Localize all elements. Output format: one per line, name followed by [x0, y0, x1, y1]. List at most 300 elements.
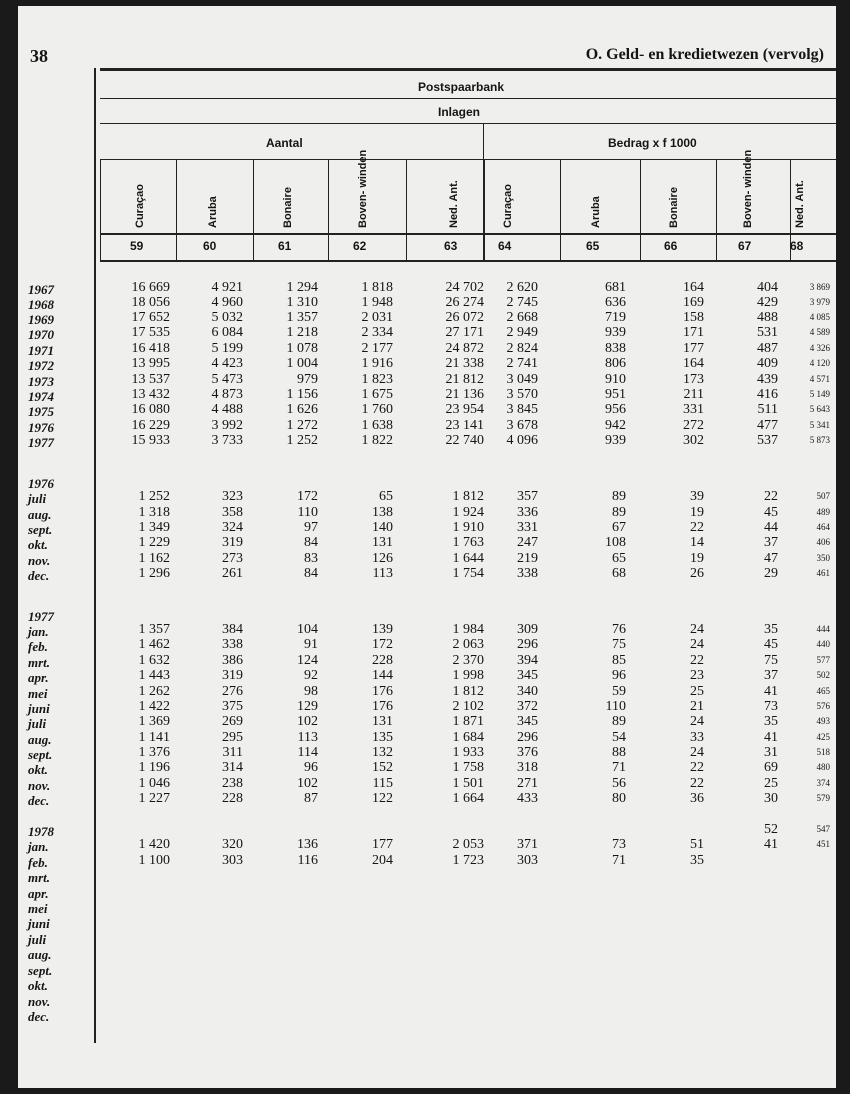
table-cell: 27 171 [445, 325, 484, 340]
table-cell: 4 488 [211, 402, 243, 417]
column-divider [253, 159, 254, 260]
table-cell: 116 [297, 853, 318, 868]
table-cell: 211 [683, 387, 704, 402]
row-label: dec. [28, 793, 50, 808]
table-cell: 1 675 [361, 387, 393, 402]
table-cell: 22 [690, 520, 704, 535]
table-cell: 1 924 [452, 505, 484, 520]
table-cell: 41 [764, 684, 778, 699]
table-cell: 489 [816, 507, 830, 517]
table-cell: 1 349 [138, 520, 170, 535]
table-cell: 80 [612, 791, 626, 806]
table-cell: 4 873 [211, 387, 243, 402]
table-cell: 13 537 [131, 372, 170, 387]
table-cell: 158 [683, 310, 704, 325]
column-number: 66 [664, 239, 678, 253]
table-cell: 1 948 [361, 295, 393, 310]
table-cell: 169 [683, 295, 704, 310]
table-cell: 45 [764, 637, 778, 652]
table-cell: 1 227 [138, 791, 170, 806]
table-cell: 23 [690, 668, 704, 683]
row-label: nov. [28, 778, 51, 793]
table-cell: 314 [222, 760, 243, 775]
row-label: dec. [28, 1009, 50, 1024]
table-cell: 276 [222, 684, 243, 699]
row-label: jan. [28, 624, 49, 639]
table-cell: 1 998 [452, 668, 484, 683]
table-cell: 338 [517, 566, 538, 581]
table-cell: 979 [297, 372, 318, 387]
table-cell: 2 370 [452, 653, 484, 668]
row-label: 1972 [28, 358, 54, 373]
table-cell: 37 [764, 668, 778, 683]
table-cell: 320 [222, 837, 243, 852]
table-cell: 340 [517, 684, 538, 699]
table-cell: 425 [816, 732, 830, 742]
table-cell: 24 [690, 622, 704, 637]
table-cell: 15 933 [131, 433, 170, 448]
column-number: 67 [738, 239, 752, 253]
table-cell: 1 141 [138, 730, 170, 745]
column-header: Ned. Ant. [448, 180, 460, 228]
table-cell: 140 [372, 520, 393, 535]
table-cell: 131 [372, 714, 393, 729]
table-cell: 6 084 [211, 325, 243, 340]
column-divider [560, 159, 561, 260]
table-cell: 384 [222, 622, 243, 637]
table-cell: 576 [816, 701, 830, 711]
table-cell: 331 [683, 402, 704, 417]
table-cell: 416 [757, 387, 778, 402]
table-cell: 942 [605, 418, 626, 433]
column-number: 62 [353, 239, 367, 253]
group-rule [100, 159, 836, 160]
table-cell: 25 [764, 776, 778, 791]
table-cell: 295 [222, 730, 243, 745]
row-label: apr. [28, 886, 49, 901]
table-cell: 1 644 [452, 551, 484, 566]
column-header: Boven- winden [357, 149, 369, 228]
table-cell: 1 218 [286, 325, 318, 340]
table-cell: 1 310 [286, 295, 318, 310]
table-cell: 164 [683, 356, 704, 371]
table-cell: 16 669 [131, 280, 170, 295]
table-cell: 23 141 [445, 418, 484, 433]
table-cell: 113 [372, 566, 393, 581]
table-cell: 1 004 [286, 356, 318, 371]
table-cell: 129 [297, 699, 318, 714]
column-divider [406, 159, 407, 260]
column-number: 64 [498, 239, 512, 253]
table-cell: 41 [764, 837, 778, 852]
table-cell: 579 [816, 793, 830, 803]
table-cell: 26 [690, 566, 704, 581]
table-cell: 219 [517, 551, 538, 566]
table-cell: 939 [605, 433, 626, 448]
table-cell: 83 [304, 551, 318, 566]
table-cell: 24 702 [445, 280, 484, 295]
table-cell: 41 [764, 730, 778, 745]
table-cell: 1 723 [452, 853, 484, 868]
table-cell: 2 102 [452, 699, 484, 714]
table-cell: 1 318 [138, 505, 170, 520]
table-cell: 39 [690, 489, 704, 504]
column-header: Ned. Ant. [794, 180, 806, 228]
row-label: apr. [28, 670, 49, 685]
table-cell: 2 053 [452, 837, 484, 852]
row-label: nov. [28, 994, 51, 1009]
table-cell: 345 [517, 668, 538, 683]
table-cell: 22 [764, 489, 778, 504]
table-cell: 24 [690, 714, 704, 729]
table-cell: 681 [605, 280, 626, 295]
table-cell: 1 376 [138, 745, 170, 760]
row-label: feb. [28, 855, 48, 870]
table-cell: 110 [605, 699, 626, 714]
table-cell: 477 [757, 418, 778, 433]
table-cell: 13 995 [131, 356, 170, 371]
section-title: O. Geld- en kredietwezen (vervolg) [585, 46, 824, 63]
table-cell: 336 [517, 505, 538, 520]
table-cell: 404 [757, 280, 778, 295]
table-cell: 465 [816, 686, 830, 696]
stub-divider [94, 68, 96, 1043]
column-header: Aruba [207, 196, 219, 228]
table-cell: 54 [612, 730, 626, 745]
table-cell: 386 [222, 653, 243, 668]
bank-rule [100, 98, 836, 99]
row-label: 1971 [28, 343, 54, 358]
table-cell: 1 760 [361, 402, 393, 417]
table-cell: 1 357 [138, 622, 170, 637]
row-label: feb. [28, 639, 48, 654]
table-cell: 89 [612, 714, 626, 729]
table-cell: 204 [372, 853, 393, 868]
row-label: 1976 [28, 420, 54, 435]
column-divider [100, 159, 101, 260]
table-cell: 26 072 [445, 310, 484, 325]
table-cell: 33 [690, 730, 704, 745]
table-cell: 18 056 [131, 295, 170, 310]
table-cell: 271 [517, 776, 538, 791]
table-cell: 29 [764, 566, 778, 581]
table-cell: 1 296 [138, 566, 170, 581]
row-label: dec. [28, 568, 50, 583]
table-cell: 444 [816, 624, 830, 634]
table-cell: 357 [517, 489, 538, 504]
table-cell: 25 [690, 684, 704, 699]
table-cell: 518 [816, 747, 830, 757]
table-cell: 92 [304, 668, 318, 683]
table-cell: 951 [605, 387, 626, 402]
table-cell: 97 [304, 520, 318, 535]
table-cell: 1 626 [286, 402, 318, 417]
table-cell: 3 678 [506, 418, 538, 433]
column-header: Curaçao [502, 183, 514, 228]
table-cell: 69 [764, 760, 778, 775]
table-cell: 124 [297, 653, 318, 668]
table-cell: 324 [222, 520, 243, 535]
table-cell: 261 [222, 566, 243, 581]
table-cell: 68 [612, 566, 626, 581]
table-cell: 24 [690, 637, 704, 652]
table-cell: 440 [816, 639, 830, 649]
table-cell: 910 [605, 372, 626, 387]
table-cell: 939 [605, 325, 626, 340]
row-label: nov. [28, 553, 51, 568]
table-cell: 173 [683, 372, 704, 387]
table-cell: 493 [816, 716, 830, 726]
table-cell: 1 100 [138, 853, 170, 868]
table-cell: 1 420 [138, 837, 170, 852]
column-number: 60 [203, 239, 217, 253]
column-divider [716, 159, 717, 260]
table-cell: 24 [690, 745, 704, 760]
table-cell: 4 960 [211, 295, 243, 310]
table-cell: 2 177 [361, 341, 393, 356]
table-cell: 1 632 [138, 653, 170, 668]
table-cell: 1 443 [138, 668, 170, 683]
table-cell: 122 [372, 791, 393, 806]
table-cell: 487 [757, 341, 778, 356]
table-cell: 296 [517, 637, 538, 652]
column-header: Aruba [590, 196, 602, 228]
table-cell: 433 [517, 791, 538, 806]
table-cell: 3 570 [506, 387, 538, 402]
table-cell: 1 252 [286, 433, 318, 448]
table-cell: 2 620 [506, 280, 538, 295]
table-cell: 17 652 [131, 310, 170, 325]
table-cell: 838 [605, 341, 626, 356]
table-cell: 2 031 [361, 310, 393, 325]
colnum-rule [100, 260, 836, 262]
table-cell: 19 [690, 505, 704, 520]
table-cell: 98 [304, 684, 318, 699]
table-cell: 51 [690, 837, 704, 852]
table-cell: 22 740 [445, 433, 484, 448]
table-cell: 21 812 [445, 372, 484, 387]
table-cell: 302 [683, 433, 704, 448]
table-cell: 108 [605, 535, 626, 550]
table-cell: 75 [764, 653, 778, 668]
column-header: Boven- winden [742, 149, 754, 228]
table-cell: 303 [517, 853, 538, 868]
table-cell: 2 668 [506, 310, 538, 325]
row-label: 1969 [28, 312, 54, 327]
table-cell: 3 733 [211, 433, 243, 448]
table-cell: 318 [517, 760, 538, 775]
table-cell: 1 638 [361, 418, 393, 433]
row-label: aug. [28, 507, 52, 522]
scanned-page [18, 6, 836, 1088]
table-cell: 176 [372, 699, 393, 714]
row-label: 1976 [28, 476, 54, 491]
header-rule [100, 233, 836, 235]
table-cell: 59 [612, 684, 626, 699]
row-label: juni [28, 916, 50, 931]
table-cell: 65 [379, 489, 393, 504]
table-cell: 577 [816, 655, 830, 665]
table-cell: 273 [222, 551, 243, 566]
table-cell: 76 [612, 622, 626, 637]
table-cell: 67 [612, 520, 626, 535]
table-cell: 374 [816, 778, 830, 788]
table-cell: 164 [683, 280, 704, 295]
table-cell: 110 [297, 505, 318, 520]
table-cell: 272 [683, 418, 704, 433]
table-cell: 35 [690, 853, 704, 868]
table-cell: 1 822 [361, 433, 393, 448]
table-cell: 89 [612, 505, 626, 520]
page-number: 38 [30, 46, 48, 66]
table-cell: 131 [372, 535, 393, 550]
table-cell: 4 326 [809, 343, 830, 353]
table-cell: 1 262 [138, 684, 170, 699]
table-cell: 531 [757, 325, 778, 340]
row-label: 1974 [28, 389, 54, 404]
table-cell: 451 [816, 839, 830, 849]
table-cell: 806 [605, 356, 626, 371]
table-cell: 1 252 [138, 489, 170, 504]
table-cell: 21 338 [445, 356, 484, 371]
table-cell: 464 [816, 522, 830, 532]
row-label: aug. [28, 947, 52, 962]
table-cell: 319 [222, 668, 243, 683]
table-cell: 4 120 [809, 358, 830, 368]
row-label: juni [28, 701, 50, 716]
table-cell: 1 162 [138, 551, 170, 566]
table-cell: 1 294 [286, 280, 318, 295]
table-cell: 636 [605, 295, 626, 310]
top-rule [100, 68, 836, 71]
table-cell: 5 473 [211, 372, 243, 387]
table-cell: 22 [690, 776, 704, 791]
table-cell: 171 [683, 325, 704, 340]
table-cell: 1 910 [452, 520, 484, 535]
table-cell: 1 823 [361, 372, 393, 387]
table-cell: 22 [690, 760, 704, 775]
row-label: juli [28, 716, 47, 731]
table-cell: 480 [816, 762, 830, 772]
table-cell: 24 872 [445, 341, 484, 356]
table-cell: 87 [304, 791, 318, 806]
table-cell: 14 [690, 535, 704, 550]
table-cell: 37 [764, 535, 778, 550]
table-cell: 319 [222, 535, 243, 550]
table-cell: 4 921 [211, 280, 243, 295]
table-cell: 296 [517, 730, 538, 745]
table-cell: 17 535 [131, 325, 170, 340]
column-header: Curaçao [134, 183, 146, 228]
table-cell: 5 149 [809, 389, 830, 399]
table-cell: 238 [222, 776, 243, 791]
table-cell: 31 [764, 745, 778, 760]
table-cell: 1 369 [138, 714, 170, 729]
table-cell: 331 [517, 520, 538, 535]
table-cell: 1 229 [138, 535, 170, 550]
table-cell: 114 [297, 745, 318, 760]
row-label: mei [28, 686, 48, 701]
table-cell: 3 992 [211, 418, 243, 433]
table-cell: 152 [372, 760, 393, 775]
table-cell: 65 [612, 551, 626, 566]
table-cell: 1 684 [452, 730, 484, 745]
table-cell: 136 [297, 837, 318, 852]
table-cell: 2 824 [506, 341, 538, 356]
table-cell: 144 [372, 668, 393, 683]
table-cell: 228 [222, 791, 243, 806]
table-cell: 115 [372, 776, 393, 791]
table-cell: 2 741 [506, 356, 538, 371]
table-cell: 1 501 [452, 776, 484, 791]
table-cell: 350 [816, 553, 830, 563]
table-cell: 1 196 [138, 760, 170, 775]
row-label: 1978 [28, 824, 54, 839]
column-divider [640, 159, 641, 260]
table-cell: 338 [222, 637, 243, 652]
table-cell: 1 758 [452, 760, 484, 775]
table-cell: 488 [757, 310, 778, 325]
table-cell: 507 [816, 491, 830, 501]
table-cell: 1 818 [361, 280, 393, 295]
row-label: 1977 [28, 435, 54, 450]
table-cell: 5 341 [809, 420, 830, 430]
table-cell: 372 [517, 699, 538, 714]
column-number: 68 [790, 239, 804, 253]
table-cell: 135 [372, 730, 393, 745]
row-label: sept. [28, 963, 53, 978]
table-cell: 96 [304, 760, 318, 775]
table-cell: 85 [612, 653, 626, 668]
table-cell: 547 [816, 824, 830, 834]
table-cell: 44 [764, 520, 778, 535]
table-cell: 409 [757, 356, 778, 371]
table-cell: 2 949 [506, 325, 538, 340]
table-cell: 177 [683, 341, 704, 356]
table-cell: 176 [372, 684, 393, 699]
table-cell: 3 869 [809, 282, 830, 292]
table-cell: 461 [816, 568, 830, 578]
table-cell: 16 229 [131, 418, 170, 433]
table-cell: 19 [690, 551, 704, 566]
table-cell: 16 418 [131, 341, 170, 356]
table-cell: 45 [764, 505, 778, 520]
table-cell: 139 [372, 622, 393, 637]
row-label: mei [28, 901, 48, 916]
table-cell: 126 [372, 551, 393, 566]
table-cell: 16 080 [131, 402, 170, 417]
table-cell: 1 812 [452, 684, 484, 699]
table-cell: 956 [605, 402, 626, 417]
aantal-header: Aantal [266, 136, 303, 150]
table-cell: 102 [297, 714, 318, 729]
table-cell: 4 085 [809, 312, 830, 322]
table-cell: 4 589 [809, 327, 830, 337]
table-cell: 1 763 [452, 535, 484, 550]
table-cell: 1 812 [452, 489, 484, 504]
row-label: sept. [28, 522, 53, 537]
table-cell: 172 [372, 637, 393, 652]
inlagen-rule [100, 123, 836, 124]
table-cell: 1 984 [452, 622, 484, 637]
table-cell: 89 [612, 489, 626, 504]
table-cell: 5 873 [809, 435, 830, 445]
table-cell: 52 [764, 822, 778, 837]
row-label: 1968 [28, 297, 54, 312]
bank-header: Postspaarbank [418, 80, 505, 94]
table-cell: 502 [816, 670, 830, 680]
table-cell: 84 [304, 535, 318, 550]
